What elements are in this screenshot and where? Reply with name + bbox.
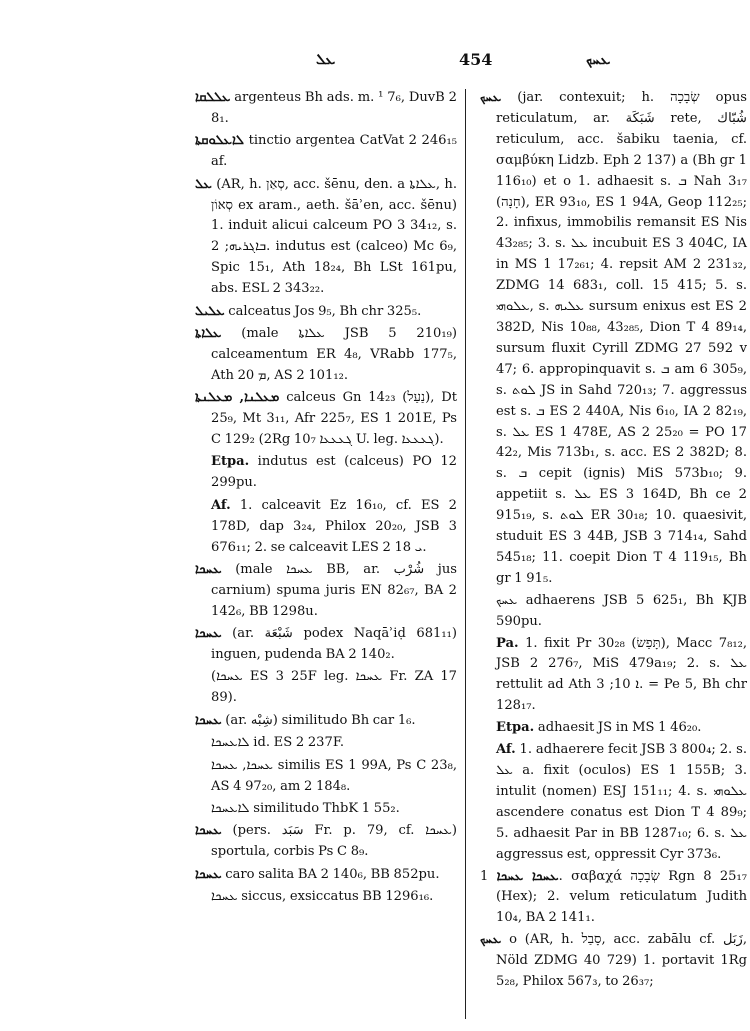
entry-text: 1. σαβαχά שְׂבָכָה Rgn 8 25₁₇ (Hex); 2. velum reticulatum Judith 10₄, BA 2 141₁. xyxy=(480,868,747,926)
dictionary-entry xyxy=(195,756,457,798)
dictionary-entry xyxy=(195,887,457,908)
entry-text: argenteus Bh ads. m. ¹ 7₆, DuvB 2 8₁. xyxy=(211,90,457,126)
dictionary-entry xyxy=(480,867,747,930)
entry-text: 1. fixit Pr 30₂₈ (תָּפַשׂ), Macc 7₈₁₂, JSB 2 276₇, MiS 479a₁₉; 2. s. ܥܠ rettulit ad Ath ܐ 10; 3. = Pe 5, Bh chr 128₁₇. xyxy=(496,635,748,714)
dictionary-entry xyxy=(195,865,457,886)
entry-text: tinctio argentea CatVat 2 246₁₅ af. xyxy=(211,133,457,170)
entry-text: ܥܚܟ adhaerens JSB 5 625₁, Bh KJB 590pu. xyxy=(496,592,747,629)
entry-text: adhaesit JS in MS 1 46₂₀. xyxy=(537,720,702,736)
entry-text: 1. adhaerere fecit JSB 3 800₄; 2. s. ܥܠ a. fixit (oculos) ES 1 155B; 3. intulit (nomen) ESJ 151₁₁; 4. s. ܥܠܘܗܝ ascendere conatus est Dion T 4 89₉; 5. adhaesit Par in BB 1287₁₀; 6. s. ܥܠ aggressus est, oppressit Cyr 373₆. xyxy=(496,742,747,862)
page-number: 454 xyxy=(459,50,493,69)
entry-headword: ܥܚܟ xyxy=(480,932,502,948)
dictionary-entry xyxy=(195,302,457,323)
dictionary-entry xyxy=(195,131,457,173)
entry-text: caro salita BA 2 140₆, BB 852pu. xyxy=(225,866,440,882)
entry-text: (ar. شَبْعَة podex Naqāʾiḍ 681₁₁) inguen, pudenda BA 2 140₂. xyxy=(211,626,457,663)
entry-headword: ܥܠܝܠ xyxy=(195,303,225,319)
entry-headword: ܥܚܟ xyxy=(480,90,502,105)
entry-text: (male ܥܚܟܐ BB, ar. شُرْب jus carnium) spuma juris EN 82₆₇, BA 2 142₆, BB 1298u. xyxy=(211,561,457,619)
entry-text: (male ܥܠܐܬܐ JSB 5 210₁₉) calceamentum ER 4₈, VRabb 177₅, Ath ܡ 20, AS 2 101₁₂. xyxy=(211,325,457,383)
entry-text: (ar. شِبْه) similitudo Bh car 1₆. xyxy=(225,712,416,728)
left-column xyxy=(195,88,457,909)
running-head-left: ܥܠ xyxy=(316,50,336,68)
entry-text: ܠܐܥܚܟܐ id. ES 2 237F. xyxy=(211,735,345,751)
entry-headword: ܥܚܟܐ xyxy=(195,561,222,577)
entry-text: ܥܚܟܐ siccus, exsiccatus BB 1296₁₆. xyxy=(211,889,434,905)
entry-text: ܥܚܟܐ, ܥܚܟܐ similis ES 1 99A, Ps C 23₈, AS 4 97₂₀, am 2 184₈. xyxy=(211,757,457,794)
dictionary-entry xyxy=(480,930,747,993)
dictionary-entry xyxy=(480,88,747,590)
entry-text: ܠܐܥܚܟܐ similitudo ThbK 1 55₂. xyxy=(211,800,400,816)
dictionary-entry xyxy=(195,624,457,666)
dictionary-entry xyxy=(195,799,457,820)
column-divider xyxy=(465,89,466,1019)
dictionary-entry xyxy=(480,740,747,865)
entry-headword: ܥܠ xyxy=(195,176,212,192)
entry-headword: ܥܠܠܩܐ xyxy=(195,90,231,105)
entry-stem-label: Etpa. xyxy=(496,720,535,736)
entry-text: (jar. contexuit; h. שְׂבָכָה opus reticulatum, ar. شَبَكَة rete, شُبّاك reticulum, acc. šabiku taenia, cf. σαμβύκη Lidzb. Eph 2 137) a (Bh gr 1 116₁₀) et o 1. adhaesit s. ܒ Nah 3₁₇ (חָנָה), ER 93₁₀, ES 1 94A, Geop 112₂₅; 2. infixus, immobilis remansit ES Nis 43₂₈₅; 3. s. ܥܠ incubuit ES 3 404C, IA in MS 1 17₂₆₁; 4. repsit AM 2 231₃₂, ZDMG 14 683₁, coll. 15 415; 5. s. ܥܠܘܗܝ, s. ܥܠܝܗ sursum enixus est ES 2 382D, Nis 10₈₈, 43₂₈₅, Dion T 4 89₁₄, sursum fluxit Cyrill ZDMG 27 592 v 47; 6. appropinquavit s. ܒ am 6 305₉, s. ܠܘܬ JS in Sahd 720₁₃; 7. aggressus est s. ܒ ES 2 440A, Nis 6₁₀, IA 2 82₁₉, s. ܥܠ ES 1 478E, AS 2 25₂₀ = PO 17 42₂, Mis 713b₁, s. acc. ES 2 382D; 8. s. ܒ cepit (ignis) MiS 573b₁₀; 9. appetiit s. ܥܠ ES 3 164D, Bh ce 2 915₁₉, s. ܠܘܬ ER 30₁₈; 10. quaesivit, studuit ES 3 44B, JSB 3 714₁₄, Sahd 545₁₈; 11. coepit Dion T 4 119₁₅, Bh gr 1 91₅. xyxy=(496,90,748,586)
entry-headword: ܥܚܟܐ ܥܚܟܐ xyxy=(496,868,559,884)
entry-text: calceatus Jos 9₅, Bh chr 325₅. xyxy=(228,303,422,319)
entry-stem-label: Af. xyxy=(211,497,231,513)
dictionary-entry xyxy=(195,711,457,732)
entry-headword: ܥܚܟܐ xyxy=(195,866,222,882)
dictionary-entry xyxy=(480,634,747,718)
dictionary-entry xyxy=(195,560,457,623)
entry-headword: ܥܚܟܐ xyxy=(195,712,222,728)
entry-stem-label: Pa. xyxy=(496,635,519,651)
entry-text: calceus Gn 14₂₃ (נַעַל), Dt 25₉, Mt 3₁₁, Afr 225₇, ES 1 201E, Ps C 129₂ (2Rg 10₇ ܓܥܥܥܐ U. leg. ܓܥܥܥܐ). xyxy=(211,390,457,447)
entry-headword: ܥܠܐܬܐ xyxy=(195,325,222,341)
dictionary-entry xyxy=(195,324,457,387)
entry-stem-label: Af. xyxy=(496,742,516,758)
entry-headword: ܥܚܟܐ xyxy=(195,626,222,642)
entry-headword: ܥܚܟܐ xyxy=(195,823,222,839)
entry-stem-label: Etpa. xyxy=(211,454,250,470)
running-head-right: ܥܚܟ xyxy=(586,50,611,68)
entry-headword: ܠܐܥܠܘܩܬܐ xyxy=(195,133,245,149)
entry-text: indutus est (calceus) PO 12 299pu. xyxy=(211,454,457,491)
dictionary-entry xyxy=(195,175,457,300)
dictionary-entry xyxy=(195,733,457,754)
right-column xyxy=(480,88,747,994)
entry-text: o (AR, h. סָבַל, acc. zabālu cf. زَبَل, Nöld ZDMG 40 729) 1. portavit 1Rg 5₂₈, Philox 567₃, to 26₃₇; xyxy=(496,932,747,990)
dictionary-entry xyxy=(195,88,457,130)
dictionary-entry xyxy=(480,718,747,739)
entry-text: (ܥܚܟܐ ES 3 25F leg. ܥܚܟܐ Fr. ZA 17 89). xyxy=(211,669,457,706)
dictionary-entry xyxy=(195,667,457,709)
entry-text: (pers. سَبَد Fr. p. 79, cf. ܥܚܟܐ) sportula, corbis Ps C 8₉. xyxy=(211,823,457,860)
page-header xyxy=(0,44,750,84)
entry-text: 1. calceavit Ez 16₁₀, cf. ES 2 178D, dap 3₂₄, Philox 20₂₀, JSB 3 676₁₁; 2. se calceavit LES 2 ܝ 18. xyxy=(211,497,457,555)
dictionary-entry xyxy=(195,388,457,451)
dictionary-entry xyxy=(195,452,457,494)
dictionary-entry xyxy=(480,591,747,633)
dictionary-entry xyxy=(195,496,457,559)
entry-text: (AR, h. סְאַן, acc. šēnu, den. a ܥܠܐܬܐ, h. סְאוֹן ex aram., aeth. šāʾen, acc. šēnu) 1. induit alicui calceum PO 3 34₁₂, s. ܒܐܓܪܝܗ; 2. indutus est (calceo) Mc 6₉, Spic 15₁, Ath 18₂₄, Bh LSt 161pu, abs. ESL 2 343₂₂. xyxy=(211,176,458,297)
entry-headword: ܡܥܠܢܐ, ܡܥܠܢܬܐ xyxy=(195,390,280,406)
dictionary-entry xyxy=(195,821,457,863)
